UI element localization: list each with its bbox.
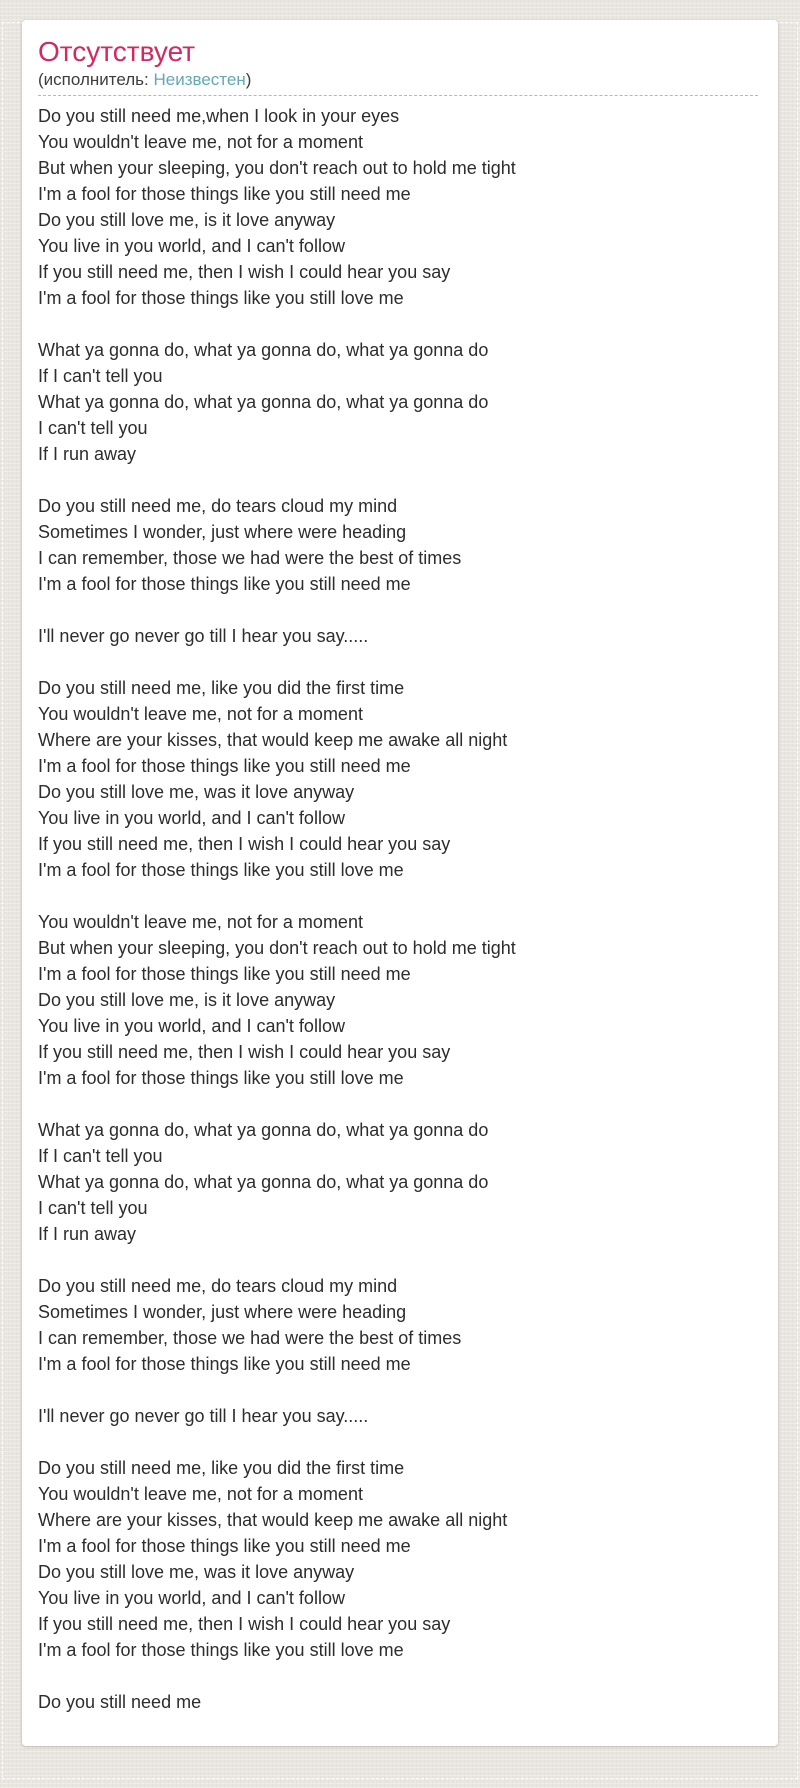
stanza: What ya gonna do, what ya gonna do, what ya gonna do If I can't tell you What ya gonna do, what ya gonna do, what ya gonna do I can't tell you If I run away <box>38 340 489 464</box>
stanza: Do you still need me,when I look in your eyes You wouldn't leave me, not for a moment But when your sleeping, you don't reach out to hold me tight I'm a fool for those things like you still need me Do you still love me, is it love anyway You live in you world, and I can't follow If you still need me, then I wish I could hear you say I'm a fool for those things like you still love me <box>38 106 516 308</box>
stanza: Do you still need me, like you did the first time You wouldn't leave me, not for a moment Where are your kisses, that would keep me awake all night I'm a fool for those things like you still need me Do you still love me, was it love anyway You live in you world, and I can't follow If you still need me, then I wish I could hear you say I'm a fool for those things like you still love me <box>38 678 508 880</box>
lyrics <box>38 103 758 1715</box>
stanza: Do you still need me, like you did the first time You wouldn't leave me, not for a moment Where are your kisses, that would keep me awake all night I'm a fool for those things like you still need me Do you still love me, was it love anyway You live in you world, and I can't follow If you still need me, then I wish I could hear you say I'm a fool for those things like you still love me <box>38 1458 508 1660</box>
lyrics-card <box>22 20 778 1746</box>
stanza: I'll never go never go till I hear you say..... <box>38 1406 369 1426</box>
stanza: You wouldn't leave me, not for a moment But when your sleeping, you don't reach out to hold me tight I'm a fool for those things like you still need me Do you still love me, is it love anyway You live in you world, and I can't follow If you still need me, then I wish I could hear you say I'm a fool for those things like you still love me <box>38 912 516 1088</box>
stanza: Do you still need me <box>38 1692 202 1712</box>
stanza: Do you still need me, do tears cloud my mind Sometimes I wonder, just where were heading I can remember, those we had were the best of times I'm a fool for those things like you still need me <box>38 496 462 594</box>
artist-label-prefix: (исполнитель: <box>38 70 154 89</box>
artist-label-suffix: ) <box>245 70 252 89</box>
song-header <box>38 35 758 96</box>
stanza: Do you still need me, do tears cloud my mind Sometimes I wonder, just where were heading I can remember, those we had were the best of times I'm a fool for those things like you still need me <box>38 1276 462 1374</box>
page-background <box>0 20 800 1788</box>
stanza: I'll never go never go till I hear you say..... <box>38 626 369 646</box>
stanza: What ya gonna do, what ya gonna do, what ya gonna do If I can't tell you What ya gonna do, what ya gonna do, what ya gonna do I can't tell you If I run away <box>38 1120 489 1244</box>
artist-line <box>38 69 758 91</box>
song-title: Отсутствует <box>38 36 196 67</box>
artist-link[interactable]: Неизвестен <box>153 70 246 89</box>
